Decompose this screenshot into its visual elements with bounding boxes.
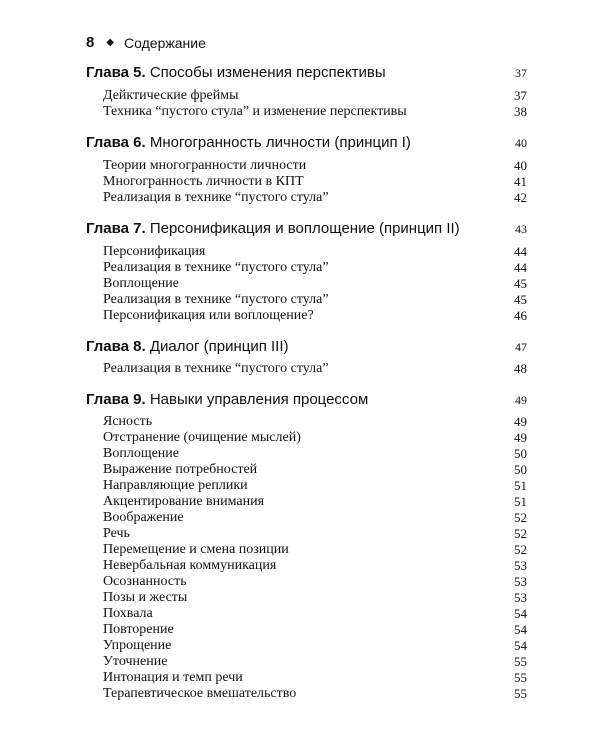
entry-title: Отстранение (очищение мыслей) (103, 430, 301, 445)
entry-page: 52 (514, 542, 527, 557)
toc-entry (103, 104, 527, 120)
chapter-entries (103, 158, 527, 206)
chapter-page: 40 (515, 136, 527, 150)
entry-page: 45 (514, 292, 527, 307)
chapter-title-line (86, 391, 368, 408)
page-number: 8 (86, 34, 95, 51)
chapter-label: Глава 6. (86, 134, 146, 151)
entry-title: Осознанность (103, 574, 187, 589)
entry-title: Персонификация (103, 244, 206, 259)
toc-entry (103, 174, 527, 190)
toc-entry (103, 478, 527, 494)
entry-title: Реализация в технике “пустого стула” (103, 292, 329, 307)
entry-page: 50 (514, 462, 527, 477)
running-header (86, 34, 206, 51)
toc-entry (103, 88, 527, 104)
entry-title: Позы и жесты (103, 590, 188, 605)
toc-entry (103, 590, 527, 606)
entry-page: 51 (514, 478, 527, 493)
entry-page: 53 (514, 590, 527, 605)
chapter-heading (86, 220, 527, 237)
entry-page: 55 (514, 654, 527, 669)
entry-page: 53 (514, 574, 527, 589)
toc-entry (103, 670, 527, 686)
chapter-title-line (86, 134, 411, 151)
chapter-title: Многогранность личности (принцип I) (149, 134, 411, 151)
toc-entry (103, 654, 527, 670)
chapter-title: Способы изменения перспективы (149, 64, 386, 81)
toc-entry (103, 558, 527, 574)
entry-page: 51 (514, 494, 527, 509)
entry-page: 38 (514, 104, 527, 119)
toc-entry (103, 308, 527, 324)
chapter-entries (103, 88, 527, 120)
entry-title: Реализация в технике “пустого стула” (103, 190, 329, 205)
chapter-entries (103, 414, 527, 702)
chapter-title: Диалог (принцип III) (149, 338, 289, 355)
entry-page: 40 (514, 158, 527, 173)
entry-title: Реализация в технике “пустого стула” (103, 361, 329, 376)
entry-title: Упрощение (103, 638, 172, 653)
chapter-title-line (86, 338, 289, 355)
entry-page: 52 (514, 526, 527, 541)
chapter-label: Глава 9. (86, 391, 146, 408)
entry-page: 45 (514, 276, 527, 291)
entry-title: Направляющие реплики (103, 478, 248, 493)
entry-page: 37 (514, 88, 527, 103)
toc-entry (103, 414, 527, 430)
toc-entry (103, 542, 527, 558)
toc-entry (103, 510, 527, 526)
toc-entry (103, 244, 527, 260)
toc-entry (103, 622, 527, 638)
entry-title: Уточнение (103, 654, 168, 669)
entry-title: Техника “пустого стула” и изменение перспективы (103, 104, 407, 119)
entry-page: 54 (514, 606, 527, 621)
chapter-heading (86, 134, 527, 151)
chapter-label: Глава 8. (86, 338, 146, 355)
entry-page: 41 (514, 174, 527, 189)
entry-page: 55 (514, 670, 527, 685)
chapter-label: Глава 7. (86, 220, 146, 237)
entry-title: Дейктические фреймы (103, 88, 239, 103)
entry-page: 48 (514, 361, 527, 376)
entry-title: Речь (103, 526, 130, 541)
entry-page: 46 (514, 308, 527, 323)
entry-title: Выражение потребностей (103, 462, 258, 477)
toc-entry (103, 462, 527, 478)
toc-entry (103, 361, 527, 377)
entry-title: Воплощение (103, 446, 180, 461)
entry-title: Воображение (103, 510, 184, 525)
chapter-page: 49 (515, 393, 527, 407)
entry-page: 54 (514, 638, 527, 653)
entry-title: Многогранность личности в КПТ (103, 174, 304, 189)
entry-page: 42 (514, 190, 527, 205)
entry-title: Интонация и темп речи (103, 670, 243, 685)
chapter-page: 47 (515, 340, 527, 354)
entry-title: Теории многогранности личности (103, 158, 307, 173)
entry-title: Акцентирование внимания (103, 494, 265, 509)
entry-page: 44 (514, 260, 527, 275)
chapter-title: Навыки управления процессом (149, 391, 369, 408)
section-title: Содержание (124, 34, 206, 51)
entry-title: Повторение (103, 622, 174, 637)
toc-entry (103, 638, 527, 654)
chapter-page: 43 (515, 222, 527, 236)
chapter-heading (86, 64, 527, 81)
chapter-title-line (86, 64, 386, 81)
chapter-heading (86, 338, 527, 355)
chapter-page: 37 (515, 66, 527, 80)
entry-title: Похвала (103, 606, 153, 621)
toc-entry (103, 190, 527, 206)
chapter-entries (103, 244, 527, 324)
entry-page: 49 (514, 414, 527, 429)
chapter-title: Персонификация и воплощение (принцип II) (149, 220, 460, 237)
toc-entry (103, 260, 527, 276)
toc-entry (103, 446, 527, 462)
toc-entry (103, 158, 527, 174)
entry-title: Перемещение и смена позиции (103, 542, 289, 557)
diamond-icon: ◆ (106, 37, 115, 48)
chapter-entries (103, 361, 527, 377)
toc-entry (103, 526, 527, 542)
entry-title: Воплощение (103, 276, 180, 291)
entry-title: Ясность (103, 414, 153, 429)
entry-title: Невербальная коммуникация (103, 558, 277, 573)
toc-entry (103, 292, 527, 308)
toc-entry (103, 574, 527, 590)
entry-page: 50 (514, 446, 527, 461)
entry-page: 49 (514, 430, 527, 445)
entry-page: 53 (514, 558, 527, 573)
entry-title: Персонификация или воплощение? (103, 308, 314, 323)
entry-title: Реализация в технике “пустого стула” (103, 260, 329, 275)
toc-entry (103, 276, 527, 292)
toc-entry (103, 494, 527, 510)
entry-title: Терапевтическое вмешательство (103, 686, 297, 701)
entry-page: 44 (514, 244, 527, 259)
toc-entry (103, 606, 527, 622)
entry-page: 52 (514, 510, 527, 525)
chapter-label: Глава 5. (86, 64, 146, 81)
entry-page: 54 (514, 622, 527, 637)
toc-entry (103, 686, 527, 702)
entry-page: 55 (514, 686, 527, 701)
toc-entry (103, 430, 527, 446)
chapter-heading (86, 391, 527, 408)
chapter-title-line (86, 220, 460, 237)
